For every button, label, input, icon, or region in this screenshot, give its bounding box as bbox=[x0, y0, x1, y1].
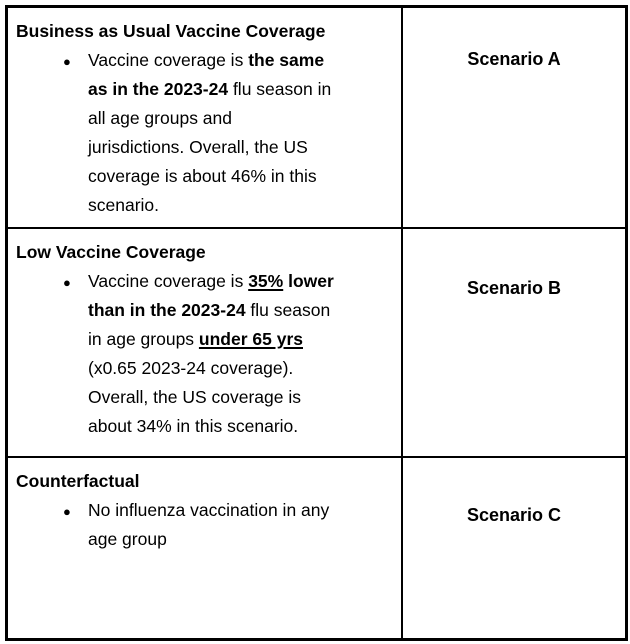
scenario-table bbox=[5, 5, 628, 641]
scenario-a-label: Scenario A bbox=[467, 49, 561, 69]
bullet-text-line: (x0.65 2023-24 coverage). bbox=[88, 358, 294, 378]
scenario-b-label: Scenario B bbox=[466, 278, 562, 298]
scenario-b-bullets bbox=[16, 267, 395, 441]
bullet-text-line: scenario. bbox=[88, 195, 160, 215]
scenario-a-bullets bbox=[16, 46, 395, 220]
table-row bbox=[8, 458, 625, 638]
bullet-text-line: as in the 2023-24 flu season in bbox=[88, 79, 332, 99]
scenario-c-heading: Counterfactual bbox=[16, 471, 140, 491]
bullet-text-line: coverage is about 46% in this bbox=[88, 166, 317, 186]
bullet-text-line: ● Vaccine coverage is 35% lower bbox=[16, 267, 395, 296]
scenario-a-label-cell bbox=[403, 8, 625, 227]
scenario-b-label-cell bbox=[403, 229, 625, 456]
scenario-c-label-cell bbox=[403, 458, 625, 638]
bullet-icon: ● bbox=[63, 54, 71, 69]
scenario-a-description-cell bbox=[8, 8, 403, 227]
scenario-a-heading: Business as Usual Vaccine Coverage bbox=[16, 21, 326, 41]
scenario-b-heading: Low Vaccine Coverage bbox=[16, 242, 206, 262]
scenario-c-label: Scenario C bbox=[466, 505, 562, 525]
bullet-text-line: in age groups under 65 yrs bbox=[88, 329, 303, 349]
bullet-text-line: Overall, the US coverage is bbox=[88, 387, 302, 407]
bullet-text-line: all age groups and bbox=[88, 108, 232, 128]
bullet-text-line: age group bbox=[88, 529, 167, 549]
bullet-text-line: jurisdictions. Overall, the US bbox=[88, 137, 308, 157]
scenario-c-description-cell bbox=[8, 458, 403, 638]
scenario-c-bullets bbox=[16, 496, 395, 554]
bullet-text-line: than in the 2023-24 flu season bbox=[88, 300, 331, 320]
table-row bbox=[8, 8, 625, 229]
bullet-text-line: ● No influenza vaccination in any bbox=[16, 496, 395, 525]
bullet-icon: ● bbox=[63, 275, 71, 290]
bullet-text-line: about 34% in this scenario. bbox=[88, 416, 299, 436]
scenario-b-description-cell bbox=[8, 229, 403, 456]
bullet-icon: ● bbox=[63, 504, 71, 519]
table-row bbox=[8, 229, 625, 458]
bullet-text-line: ● Vaccine coverage is the same bbox=[16, 46, 395, 75]
